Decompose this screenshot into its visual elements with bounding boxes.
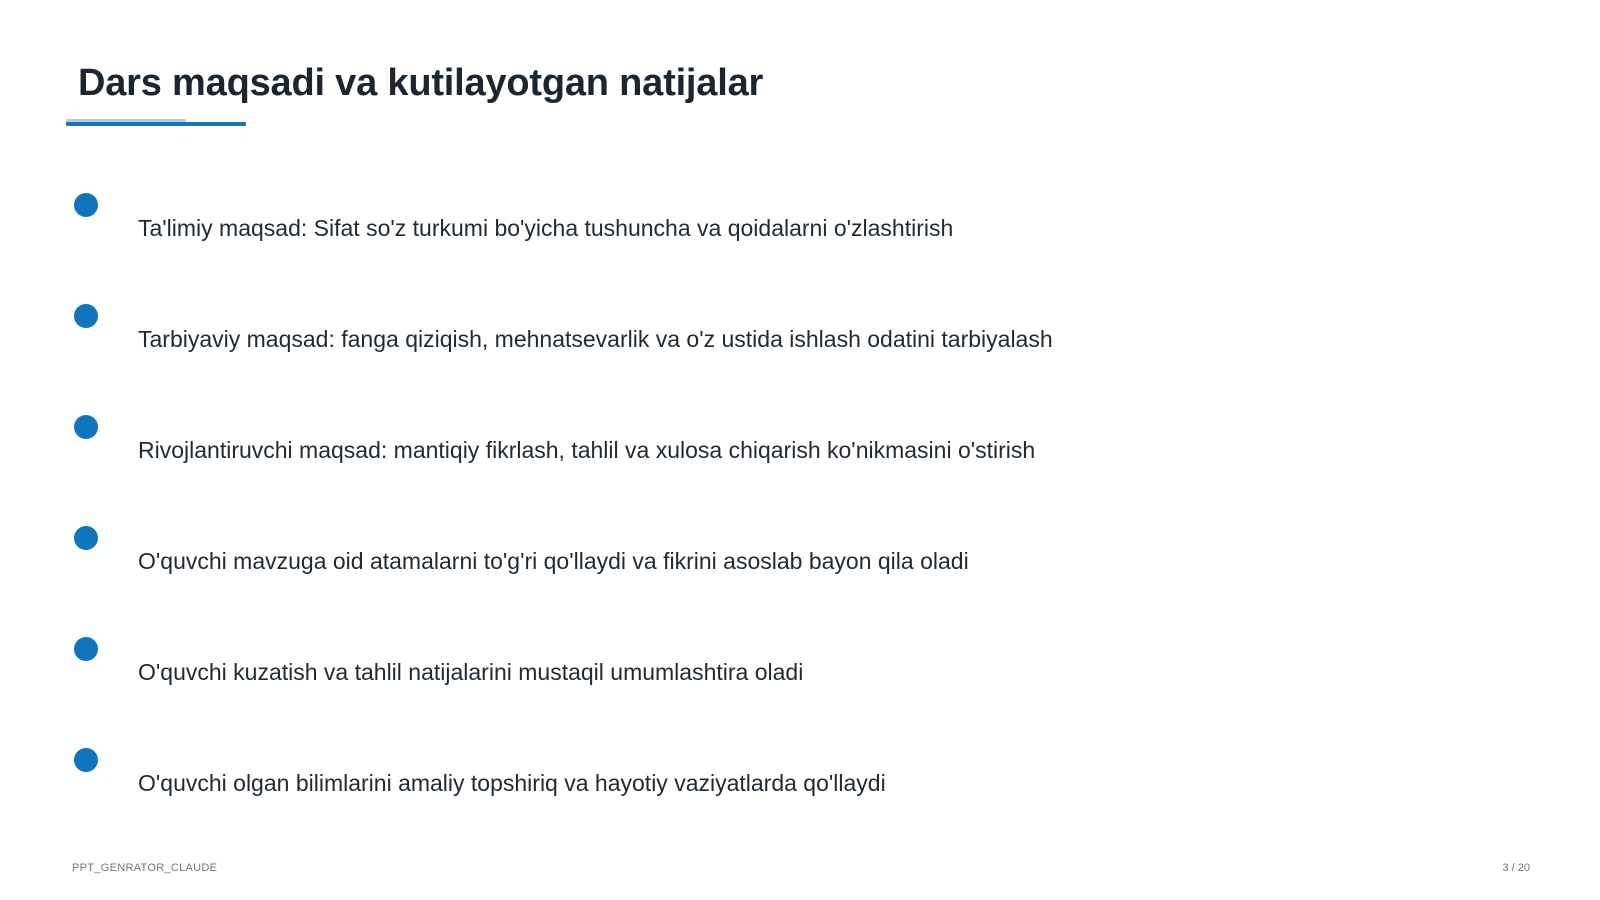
bullet-text: Tarbiyaviy maqsad: fanga qiziqish, mehnatsevarlik va o'z ustida ishlash odatini tarbiyalash	[138, 326, 1053, 352]
bullet-dot-icon	[74, 415, 98, 439]
bullet-dot-icon	[74, 193, 98, 217]
bullet-dot-icon	[74, 748, 98, 772]
list-item	[0, 748, 1600, 808]
list-item	[0, 304, 1600, 364]
slide-title: Dars maqsadi va kutilayotgan natijalar	[78, 62, 764, 104]
page-indicator: 3 / 20	[1502, 862, 1530, 874]
list-item	[0, 415, 1600, 475]
bullet-dot-icon	[74, 304, 98, 328]
bullet-text: O'quvchi kuzatish va tahlil natijalarini mustaqil umumlashtira oladi	[138, 659, 804, 685]
bullet-text: Rivojlantiruvchi maqsad: mantiqiy fikrlash, tahlil va xulosa chiqarish ko'nikmasini o'stirish	[138, 437, 1036, 463]
bullet-text: O'quvchi olgan bilimlarini amaliy topshiriq va hayotiy vaziyatlarda qo'llaydi	[138, 770, 886, 796]
bullet-dot-icon	[74, 526, 98, 550]
list-item	[0, 526, 1600, 586]
list-item	[0, 637, 1600, 697]
footer-brand: PPT_GENRATOR_CLAUDE	[72, 862, 218, 874]
bullet-dot-icon	[74, 637, 98, 661]
list-item	[0, 193, 1600, 253]
bullet-text: O'quvchi mavzuga oid atamalarni to'g'ri qo'llaydi va fikrini asoslab bayon qila oladi	[138, 548, 969, 574]
bullet-text: Ta'limiy maqsad: Sifat so'z turkumi bo'yicha tushuncha va qoidalarni o'zlashtirish	[138, 215, 954, 241]
